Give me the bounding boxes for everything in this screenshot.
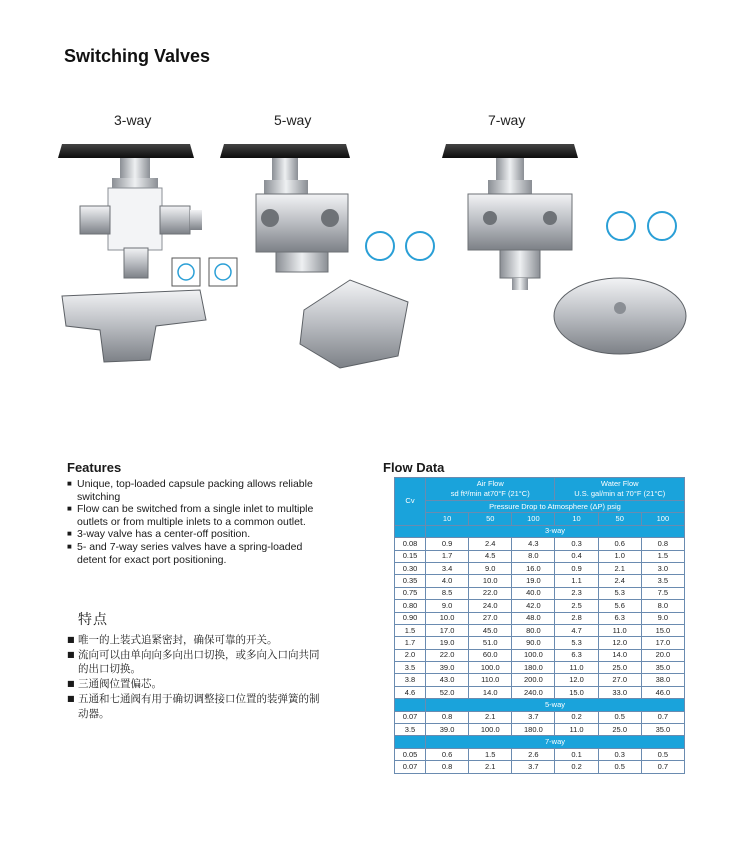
table-cell: 9.0 [469, 562, 512, 574]
table-row [395, 748, 685, 760]
table-cell: 1.5 [641, 550, 684, 562]
section-blank-cell [395, 736, 426, 748]
table-cell: 16.0 [512, 562, 555, 574]
feature-item: ■ Flow can be switched from a single inlet to multiple outlets or from multiple inlets to a common outlet. [67, 503, 317, 528]
cv-cell: 1.7 [395, 637, 426, 649]
air-flow-header: Air Flow sd ft³/min at70°F (21°C) [426, 478, 555, 501]
cv-cell: 0.35 [395, 575, 426, 587]
table-cell: 0.4 [555, 550, 598, 562]
table-cell: 0.7 [641, 761, 684, 773]
table-cell: 14.0 [598, 649, 641, 661]
table-cell: 2.4 [469, 538, 512, 550]
table-cell: 0.8 [426, 761, 469, 773]
table-cell: 0.2 [555, 761, 598, 773]
table-cell: 4.5 [469, 550, 512, 562]
table-cell: 40.0 [512, 587, 555, 599]
table-cell: 2.4 [598, 575, 641, 587]
valve-7-way-image [442, 144, 686, 354]
section-row-5-way [395, 699, 685, 711]
cv-header: Cv [395, 478, 426, 526]
table-cell: 0.6 [426, 748, 469, 760]
table-cell: 7.5 [641, 587, 684, 599]
cv-cell: 3.5 [395, 724, 426, 736]
pressure-col: 100 [641, 513, 684, 525]
feature-cn-item: ■ 唯一的上装式追紧密封，确保可靠的开关。 [67, 633, 327, 648]
table-cell: 33.0 [598, 686, 641, 698]
table-row [395, 724, 685, 736]
pressure-col: 50 [598, 513, 641, 525]
table-cell: 3.7 [512, 711, 555, 723]
table-cell: 27.0 [469, 612, 512, 624]
flow-data-title: Flow Data [383, 460, 445, 475]
table-cell: 15.0 [641, 624, 684, 636]
table-cell: 200.0 [512, 674, 555, 686]
table-row [395, 649, 685, 661]
feature-item: ■ 3-way valve has a center-off position. [67, 528, 317, 541]
feature-cn-item: ■ 流向可以由单向向多向出口切换，或多向入口向共同的出口切换。 [67, 648, 327, 677]
table-cell: 0.5 [598, 711, 641, 723]
table-cell: 20.0 [641, 649, 684, 661]
table-cell: 0.1 [555, 748, 598, 760]
table-cell: 6.3 [555, 649, 598, 661]
cv-cell: 1.5 [395, 624, 426, 636]
table-cell: 0.9 [555, 562, 598, 574]
table-cell: 2.5 [555, 600, 598, 612]
table-cell: 45.0 [469, 624, 512, 636]
valve-3-way-image [58, 144, 237, 362]
cv-cell: 0.05 [395, 748, 426, 760]
table-row [395, 600, 685, 612]
table-row [395, 686, 685, 698]
valve-product-illustration [0, 130, 750, 440]
table-cell: 3.0 [641, 562, 684, 574]
table-cell: 25.0 [598, 724, 641, 736]
section-row-3-way [395, 525, 685, 537]
pressure-col: 10 [426, 513, 469, 525]
table-cell: 4.0 [426, 575, 469, 587]
cv-cell: 3.8 [395, 674, 426, 686]
table-cell: 3.5 [641, 575, 684, 587]
table-cell: 1.7 [426, 550, 469, 562]
table-cell: 2.1 [469, 711, 512, 723]
section-row-7-way [395, 736, 685, 748]
pressure-drop-header: Pressure Drop to Atmosphere (ΔP) psig [426, 501, 685, 513]
table-cell: 24.0 [469, 600, 512, 612]
label-3-way: 3-way [114, 112, 152, 128]
table-cell: 5.6 [598, 600, 641, 612]
table-cell: 42.0 [512, 600, 555, 612]
table-cell: 48.0 [512, 612, 555, 624]
table-cell: 8.0 [512, 550, 555, 562]
cv-cell: 3.5 [395, 662, 426, 674]
table-cell: 180.0 [512, 662, 555, 674]
table-cell: 43.0 [426, 674, 469, 686]
table-cell: 3.7 [512, 761, 555, 773]
table-cell: 0.5 [598, 761, 641, 773]
pressure-col: 10 [555, 513, 598, 525]
table-cell: 0.3 [598, 748, 641, 760]
label-7-way: 7-way [488, 112, 526, 128]
table-cell: 1.0 [598, 550, 641, 562]
cv-cell: 0.07 [395, 761, 426, 773]
features-cn-list [67, 633, 327, 721]
table-cell: 14.0 [469, 686, 512, 698]
cv-cell: 0.90 [395, 612, 426, 624]
table-row [395, 587, 685, 599]
table-cell: 27.0 [598, 674, 641, 686]
table-cell: 4.7 [555, 624, 598, 636]
table-cell: 9.0 [641, 612, 684, 624]
table-cell: 1.1 [555, 575, 598, 587]
table-cell: 22.0 [469, 587, 512, 599]
table-cell: 17.0 [426, 624, 469, 636]
table-cell: 0.7 [641, 711, 684, 723]
table-row [395, 575, 685, 587]
cv-cell: 0.75 [395, 587, 426, 599]
table-cell: 22.0 [426, 649, 469, 661]
table-row [395, 538, 685, 550]
table-cell: 10.0 [469, 575, 512, 587]
table-cell: 0.5 [641, 748, 684, 760]
table-cell: 100.0 [469, 662, 512, 674]
table-cell: 25.0 [598, 662, 641, 674]
cv-cell: 0.30 [395, 562, 426, 574]
table-cell: 19.0 [512, 575, 555, 587]
table-cell: 2.1 [469, 761, 512, 773]
table-cell: 35.0 [641, 724, 684, 736]
table-cell: 110.0 [469, 674, 512, 686]
table-cell: 90.0 [512, 637, 555, 649]
table-cell: 9.0 [426, 600, 469, 612]
table-cell: 60.0 [469, 649, 512, 661]
table-cell: 10.0 [426, 612, 469, 624]
table-cell: 5.3 [598, 587, 641, 599]
cv-cell: 0.80 [395, 600, 426, 612]
table-cell: 8.5 [426, 587, 469, 599]
table-cell: 17.0 [641, 637, 684, 649]
table-cell: 11.0 [598, 624, 641, 636]
page-title: Switching Valves [64, 46, 211, 66]
section-blank-cell [395, 525, 426, 537]
table-row [395, 637, 685, 649]
pressure-col: 50 [469, 513, 512, 525]
table-cell: 38.0 [641, 674, 684, 686]
table-cell: 39.0 [426, 724, 469, 736]
valve-5-way-image [220, 144, 434, 368]
water-flow-header: Water Flow U.S. gal/min at 70°F (21°C) [555, 478, 685, 501]
table-cell: 51.0 [469, 637, 512, 649]
table-row [395, 761, 685, 773]
table-cell: 100.0 [512, 649, 555, 661]
table-row [395, 612, 685, 624]
table-row [395, 711, 685, 723]
table-cell: 39.0 [426, 662, 469, 674]
cv-cell: 4.6 [395, 686, 426, 698]
table-cell: 8.0 [641, 600, 684, 612]
table-cell: 2.1 [598, 562, 641, 574]
table-cell: 2.6 [512, 748, 555, 760]
table-row [395, 550, 685, 562]
table-cell: 46.0 [641, 686, 684, 698]
table-cell: 11.0 [555, 724, 598, 736]
table-cell: 180.0 [512, 724, 555, 736]
feature-cn-item: ■ 三通阀位置偏芯。 [67, 677, 327, 692]
section-label: 7-way [426, 736, 685, 748]
table-cell: 5.3 [555, 637, 598, 649]
cv-cell: 0.08 [395, 538, 426, 550]
flow-data-table [394, 477, 685, 774]
cv-cell: 0.07 [395, 711, 426, 723]
table-cell: 35.0 [641, 662, 684, 674]
table-cell: 3.4 [426, 562, 469, 574]
features-cn-title: 特点 [78, 611, 108, 627]
table-cell: 240.0 [512, 686, 555, 698]
table-cell: 52.0 [426, 686, 469, 698]
table-cell: 11.0 [555, 662, 598, 674]
section-blank-cell [395, 699, 426, 711]
table-cell: 4.3 [512, 538, 555, 550]
table-cell: 15.0 [555, 686, 598, 698]
table-cell: 12.0 [555, 674, 598, 686]
pressure-col: 100 [512, 513, 555, 525]
table-cell: 6.3 [598, 612, 641, 624]
features-list [67, 478, 317, 566]
feature-item: ■ Unique, top-loaded capsule packing allows reliable switching [67, 478, 317, 503]
table-row [395, 662, 685, 674]
table-row [395, 674, 685, 686]
cv-cell: 0.15 [395, 550, 426, 562]
table-cell: 2.8 [555, 612, 598, 624]
table-cell: 0.6 [598, 538, 641, 550]
table-cell: 1.5 [469, 748, 512, 760]
table-cell: 0.3 [555, 538, 598, 550]
label-5-way: 5-way [274, 112, 312, 128]
features-title: Features [67, 460, 122, 475]
table-cell: 0.2 [555, 711, 598, 723]
table-cell: 0.8 [641, 538, 684, 550]
table-cell: 0.8 [426, 711, 469, 723]
cv-cell: 2.0 [395, 649, 426, 661]
table-row [395, 624, 685, 636]
table-cell: 100.0 [469, 724, 512, 736]
table-cell: 80.0 [512, 624, 555, 636]
section-label: 3-way [426, 525, 685, 537]
table-cell: 12.0 [598, 637, 641, 649]
feature-item: ■ 5- and 7-way series valves have a spring-loaded detent for exact port positioning. [67, 541, 317, 566]
table-cell: 2.3 [555, 587, 598, 599]
table-cell: 0.9 [426, 538, 469, 550]
section-label: 5-way [426, 699, 685, 711]
table-cell: 19.0 [426, 637, 469, 649]
feature-cn-item: ■ 五通和七通阀有用于确切调整接口位置的装弹簧的制动器。 [67, 692, 327, 721]
table-row [395, 562, 685, 574]
